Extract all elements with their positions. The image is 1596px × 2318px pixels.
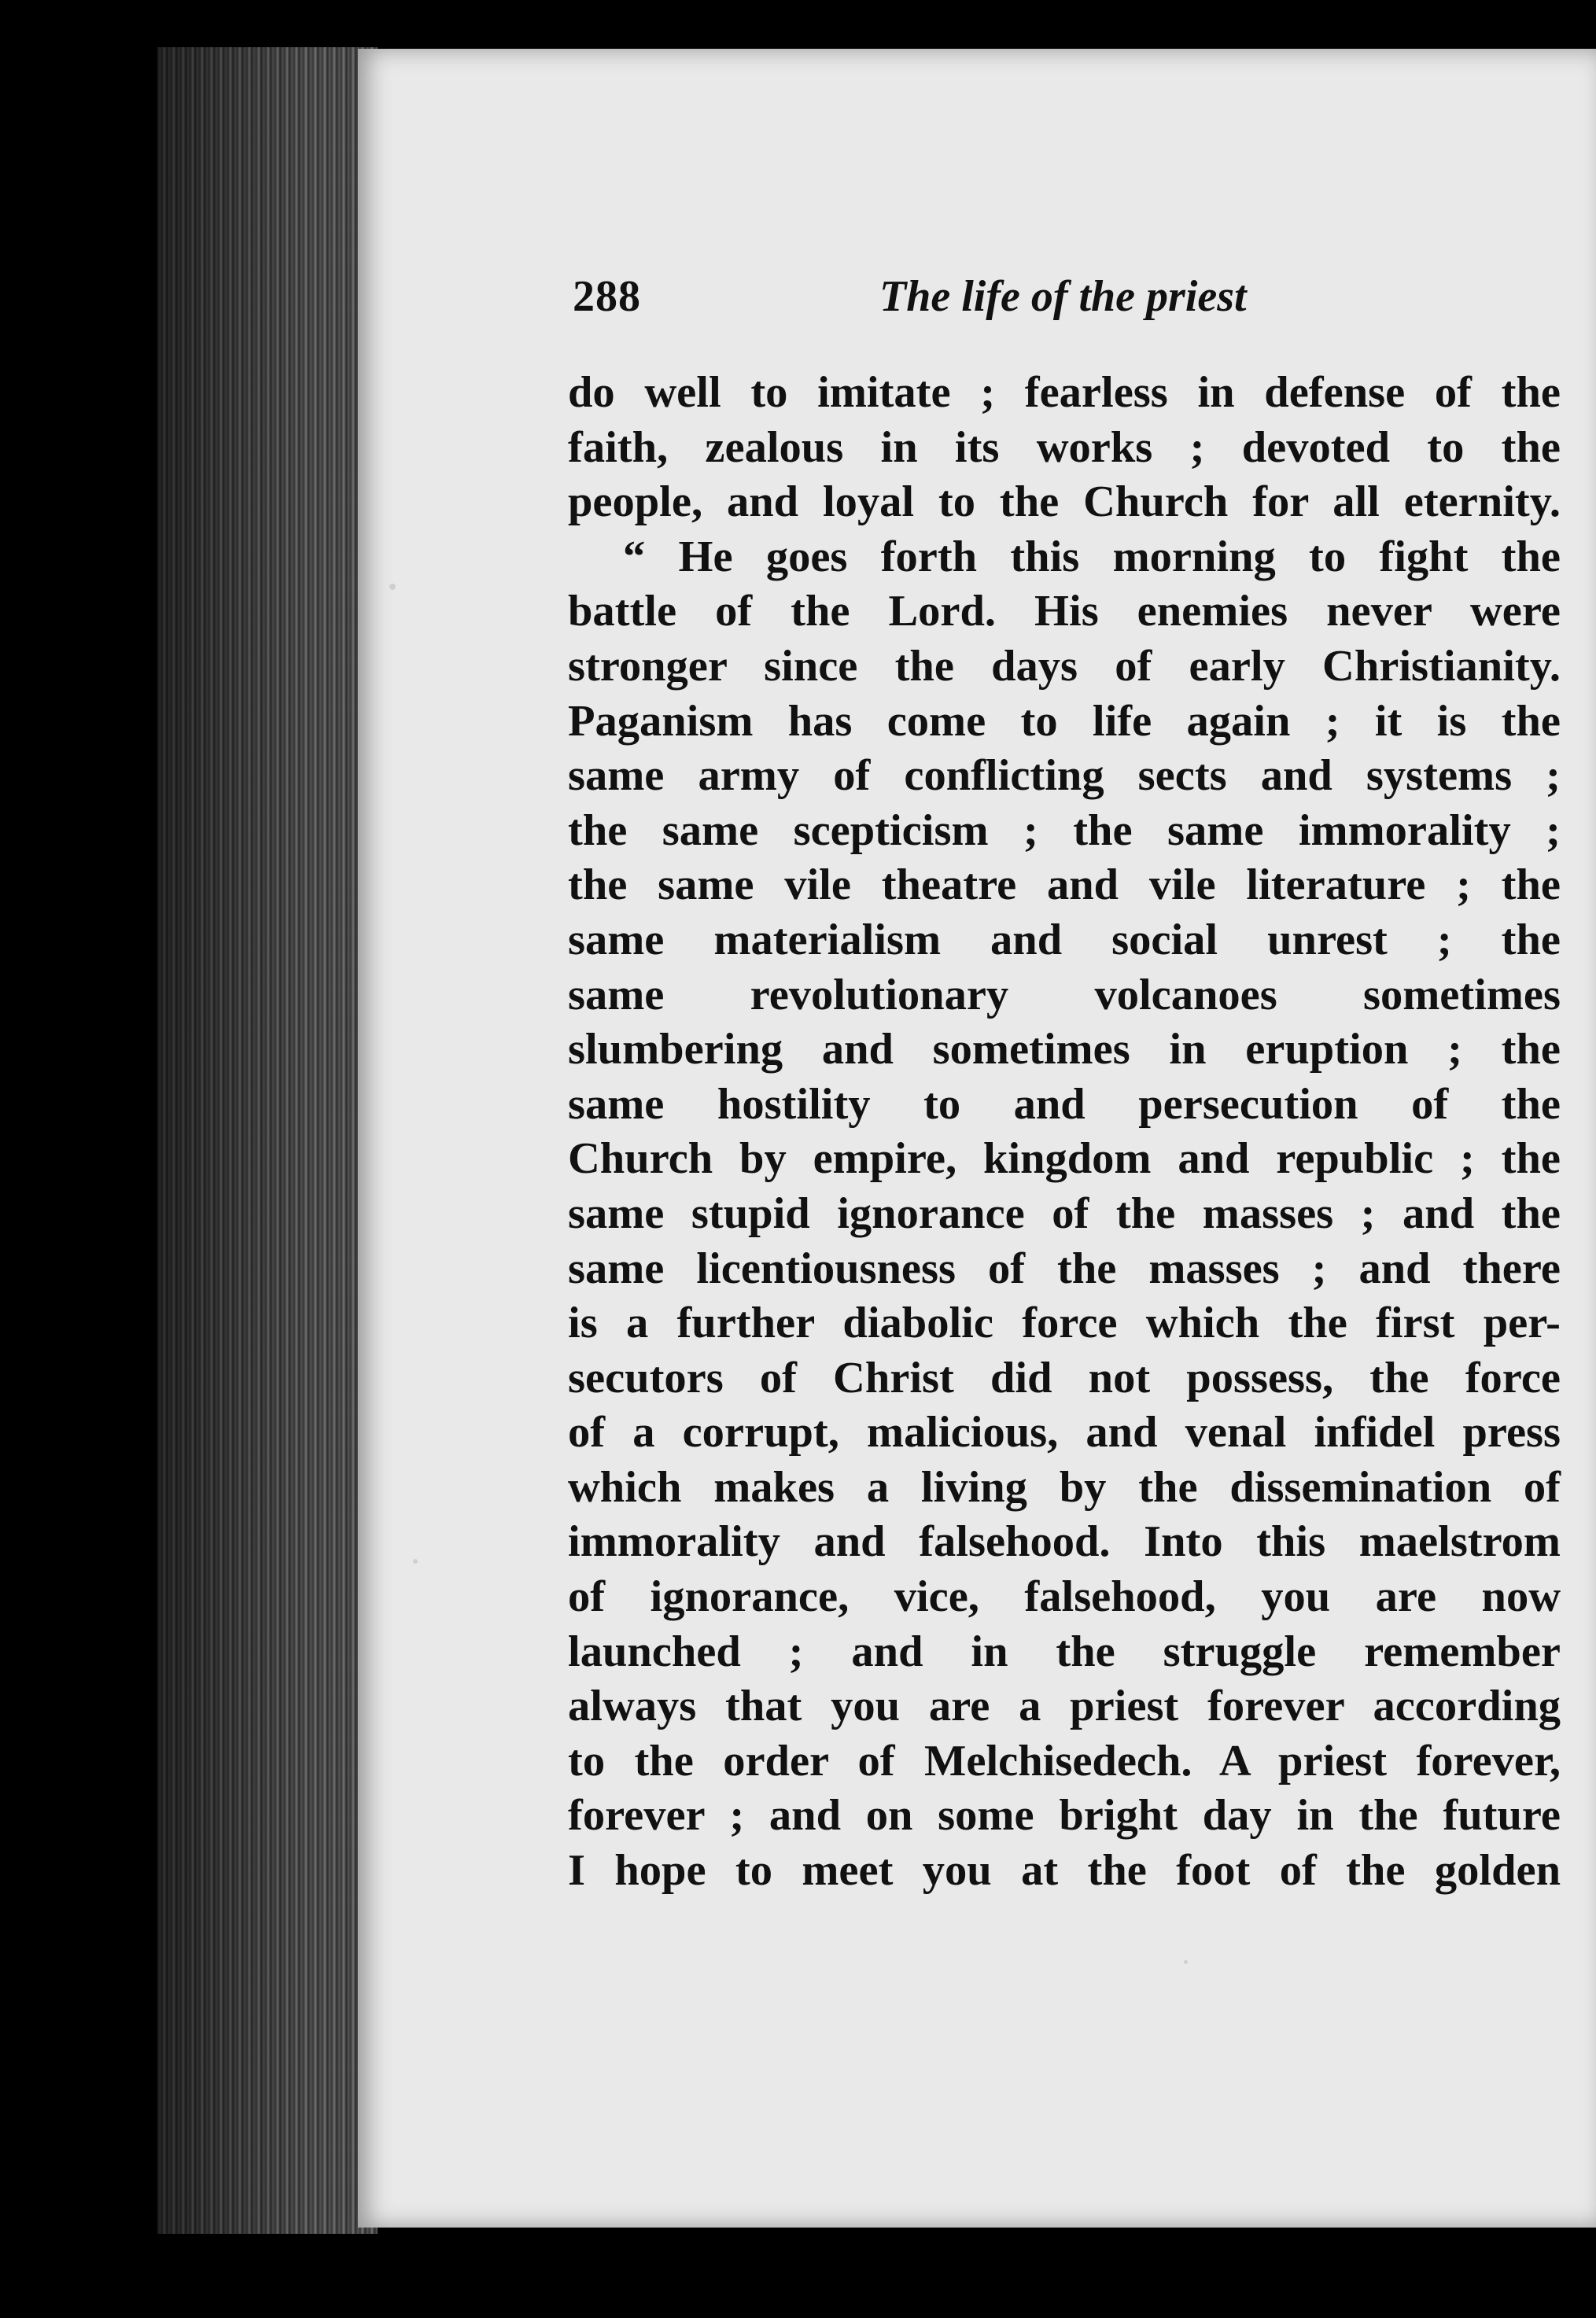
dust-speck [413, 1559, 418, 1564]
text-line: I hope to meet you at the foot of the golden [568, 1846, 1561, 1896]
body-text [568, 366, 1561, 1899]
text-line: same stupid ignorance of the masses ; and the [568, 1188, 1561, 1238]
text-line: always that you are a priest forever according [568, 1682, 1561, 1731]
running-head: The life of the priest [879, 272, 1247, 321]
text-line: is a further diabolic force which the first per- [568, 1299, 1561, 1348]
text-line: “ He goes forth this morning to fight the [623, 532, 1561, 581]
text-line: same licentiousness of the masses ; and there [568, 1244, 1561, 1293]
text-line: which makes a living by the dissemination of [568, 1462, 1561, 1512]
text-line: to the order of Melchisedech. A priest forever, [568, 1736, 1561, 1785]
text-line: Church by empire, kingdom and republic ; the [568, 1134, 1561, 1184]
text-line: the same vile theatre and vile literature ; the [568, 860, 1561, 910]
text-line: same army of conflicting sects and systems ; [568, 751, 1561, 801]
text-line: battle of the Lord. His enemies never were [568, 587, 1561, 636]
text-line: forever ; and on some bright day in the future [568, 1791, 1561, 1841]
page-header [573, 271, 1579, 334]
text-line: the same scepticism ; the same immorality ; [568, 805, 1561, 855]
text-line: do well to imitate ; fearless in defense of the [568, 368, 1561, 417]
text-line: faith, zealous in its works ; devoted to the [568, 422, 1561, 472]
text-line: of a corrupt, malicious, and venal infidel press [568, 1408, 1561, 1458]
binding-shadow [157, 47, 378, 2234]
dust-speck [389, 584, 396, 590]
text-line: same hostility to and persecution of the [568, 1079, 1561, 1129]
text-line: same revolutionary volcanoes sometimes [568, 970, 1561, 1019]
text-line: secutors of Christ did not possess, the force [568, 1353, 1561, 1402]
text-line: people, and loyal to the Church for all eternity. [568, 477, 1561, 527]
text-line: stronger since the days of early Christianity. [568, 641, 1561, 691]
text-line: same materialism and social unrest ; the [568, 915, 1561, 964]
text-line: Paganism has come to life again ; it is the [568, 696, 1561, 746]
text-line: of ignorance, vice, falsehood, you are now [568, 1572, 1561, 1622]
text-line: immorality and falsehood. Into this maelstrom [568, 1517, 1561, 1567]
dust-speck [1184, 1960, 1188, 1964]
page-number: 288 [573, 272, 641, 321]
text-line: launched ; and in the struggle remember [568, 1627, 1561, 1676]
text-line: slumbering and sometimes in eruption ; the [568, 1025, 1561, 1074]
